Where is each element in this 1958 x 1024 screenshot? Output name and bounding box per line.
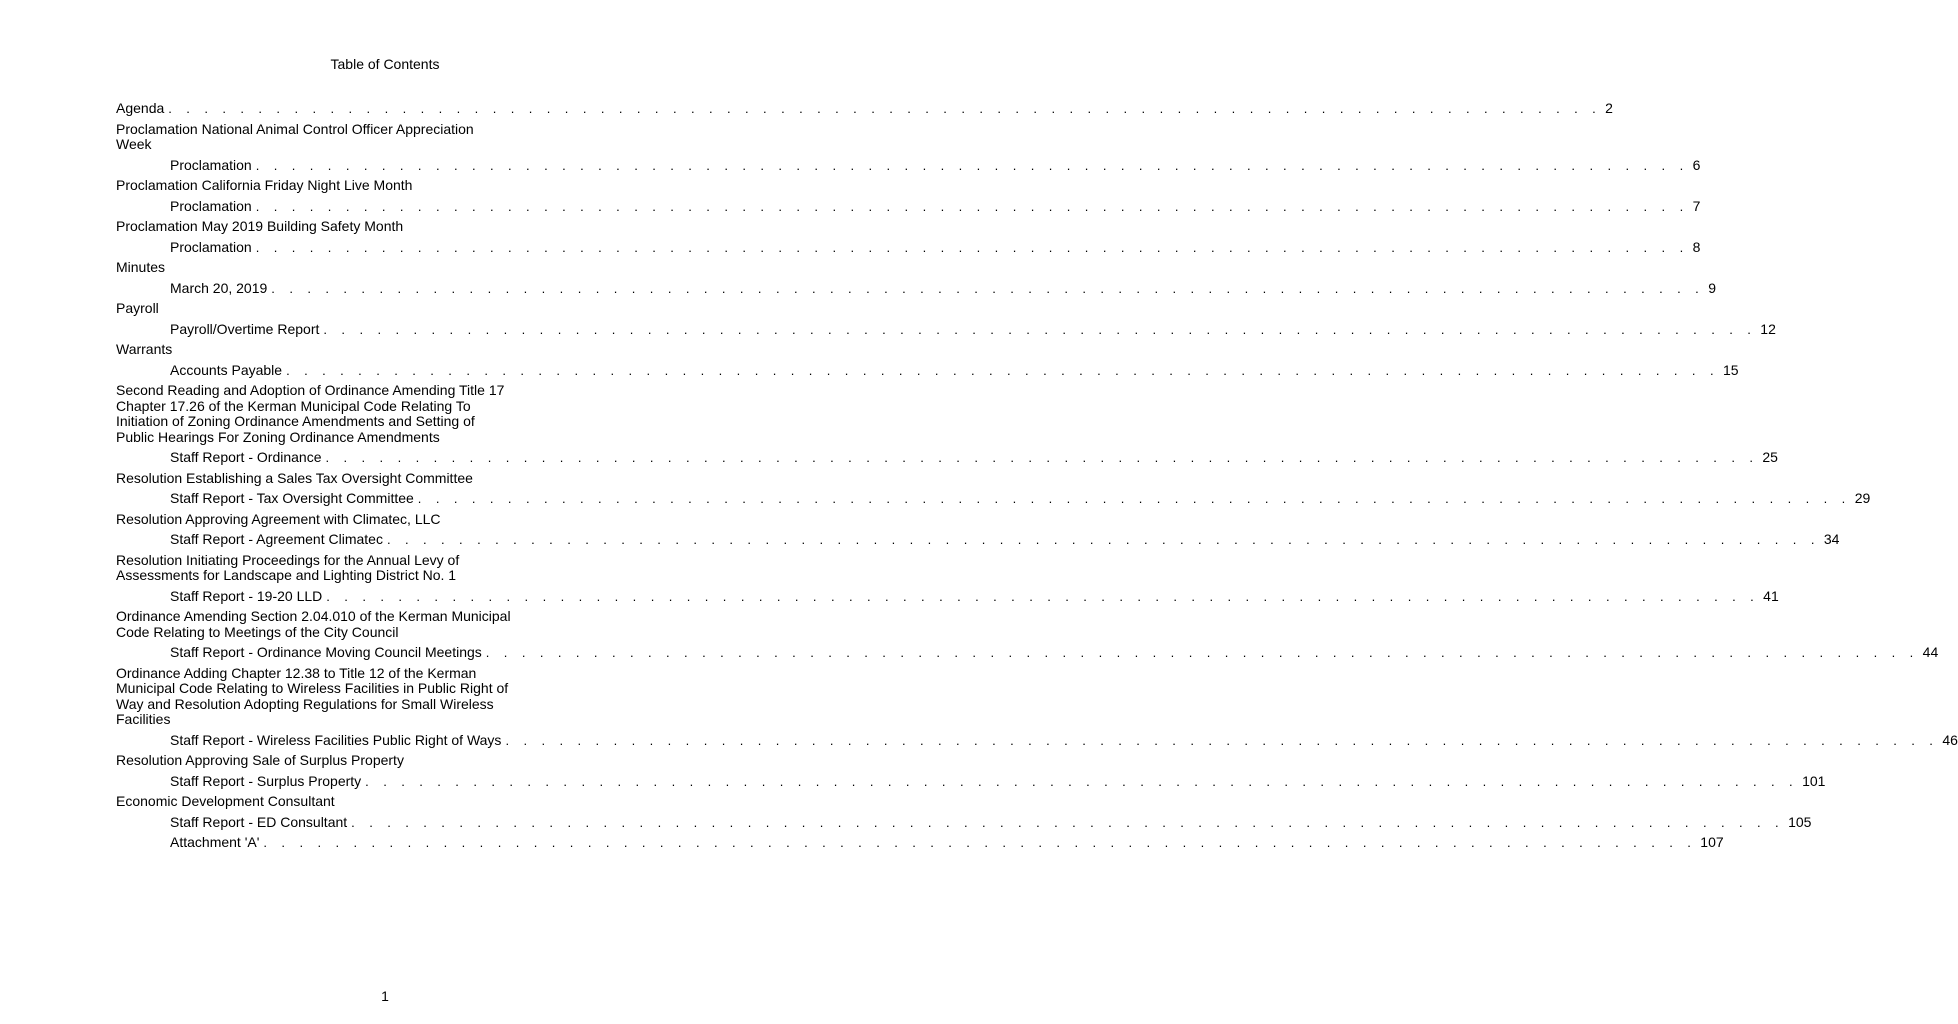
toc-section-heading: Resolution Initiating Proceedings for the Annual Levy of Assessments for Landscape and Lighting District No. 1 xyxy=(116,551,460,583)
dot-leader: . . . . . . . . . . . . . . . . . . . . . . . . . . . . . . . . . . . . . . . . . . . . . . . . . . . . . . . . . . . . . . . . . . . . . . . . . . . . . . . . xyxy=(326,588,1760,604)
toc-entry-label: Accounts Payable xyxy=(170,361,283,378)
toc-section-heading: Proclamation California Friday Night Live Month xyxy=(116,177,413,193)
toc-entry-label: Attachment 'A' xyxy=(170,834,260,850)
toc-section-heading: Resolution Establishing a Sales Tax Oversight Committee xyxy=(116,469,473,486)
toc-entry-label: Staff Report - Surplus Property xyxy=(170,772,362,789)
toc-entry-label: Staff Report - 19-20 LLD xyxy=(170,587,323,604)
dot-leader: . . . . . . . . . . . . . . . . . . . . . . . . . . . . . . . . . . . . . . . . . . . . . . . . . . . . . . . . . . . . . . . . . . . . . . . . . . . . . . . . xyxy=(323,321,1757,337)
toc-section-heading: Proclamation National Animal Control Officer Appreciation Week xyxy=(116,120,474,152)
toc-entry-page: 29 xyxy=(1854,490,1871,506)
toc-entry-page: 25 xyxy=(1762,449,1778,465)
toc-entry-label: Proclamation xyxy=(170,156,252,173)
toc-section-heading: Resolution Approving Sale of Surplus Property xyxy=(116,752,404,768)
dot-leader: . . . . . . . . . . . . . . . . . . . . . . . . . . . . . . . . . . . . . . . . . . . . . . . . . . . . . . . . . . . . . . . . . . . . . . . . . . . . . . . . xyxy=(417,491,1851,506)
toc-entry-label: Proclamation xyxy=(170,238,252,255)
toc-entry[interactable] xyxy=(116,490,1871,507)
toc-section-heading: Proclamation May 2019 Building Safety Month xyxy=(116,218,404,234)
toc-entry-label: Staff Report - Tax Oversight Committee xyxy=(170,490,414,506)
toc-entry-page: 41 xyxy=(1763,587,1779,604)
toc-title: Table of Contents xyxy=(330,56,440,72)
toc-entry-page: 34 xyxy=(1823,531,1840,547)
dot-leader: . . . . . . . . . . . . . . . . . . . . . . . . . . . . . . . . . . . . . . . . . . . . . . . . . . . . . . . . . . . . . . . . . . . . . . . . . . . . . . . . xyxy=(263,835,1697,850)
toc-section-heading: Ordinance Adding Chapter 12.38 to Title 12 of the Kerman Municipal Code Relating to Wireless Facilities in Public Right of Way and Resolution Adopting Regulations for Small Wireless Facilities xyxy=(116,664,509,727)
dot-leader: . . . . . . . . . . . . . . . . . . . . . . . . . . . . . . . . . . . . . . . . . . . . . . . . . . . . . . . . . . . . . . . . . . . . . . . . . . . . . . . . xyxy=(255,198,1689,214)
dot-leader: . . . . . . . . . . . . . . . . . . . . . . . . . . . . . . . . . . . . . . . . . . . . . . . . . . . . . . . . . . . . . . . . . . . . . . . . . . . . . . . . xyxy=(255,239,1689,255)
dot-leader: . . . . . . . . . . . . . . . . . . . . . . . . . . . . . . . . . . . . . . . . . . . . . . . . . . . . . . . . . . . . . . . . . . . . . . . . . . . . . . . . xyxy=(485,645,1919,660)
dot-leader: . . . . . . . . . . . . . . . . . . . . . . . . . . . . . . . . . . . . . . . . . . . . . . . . . . . . . . . . . . . . . . . . . . . . . . . . . . . . . . . . xyxy=(365,773,1799,789)
toc-entry-page: 44 xyxy=(1922,644,1939,660)
toc-entry-label: March 20, 2019 xyxy=(170,279,268,296)
toc-entry-page: 46 xyxy=(1942,731,1958,748)
dot-leader: . . . . . . . . . . . . . . . . . . . . . . . . . . . . . . . . . . . . . . . . . . . . . . . . . . . . . . . . . . . . . . . . . . . . . . . . . . . . . . . . xyxy=(386,532,1820,547)
toc-entry-label: Payroll/Overtime Report xyxy=(170,320,320,337)
toc-entry-label: Agenda xyxy=(116,100,165,116)
toc-entry[interactable] xyxy=(116,156,1701,174)
toc-entry[interactable] xyxy=(116,197,1701,215)
table-of-contents xyxy=(116,96,1958,851)
toc-section-heading: Resolution Approving Agreement with Climatec, LLC xyxy=(116,510,441,527)
toc-entry-page: 101 xyxy=(1802,772,1826,789)
toc-entry[interactable] xyxy=(116,813,1812,831)
toc-section-heading: Second Reading and Adoption of Ordinance Amending Title 17 Chapter 17.26 of the Kerman Municipal Code Relating To Initiation of Zoning Ordinance Amendments and Setting of Public Hearings For Zoning Ordinance Amendments xyxy=(116,382,505,445)
dot-leader: . . . . . . . . . . . . . . . . . . . . . . . . . . . . . . . . . . . . . . . . . . . . . . . . . . . . . . . . . . . . . . . . . . . . . . . . . . . . . . . . xyxy=(255,157,1689,173)
toc-section-heading: Warrants xyxy=(116,341,173,357)
toc-entry[interactable] xyxy=(116,238,1701,256)
dot-leader: . . . . . . . . . . . . . . . . . . . . . . . . . . . . . . . . . . . . . . . . . . . . . . . . . . . . . . . . . . . . . . . . . . . . . . . . . . . . . . . . xyxy=(325,450,1759,465)
toc-entry-label: Proclamation xyxy=(170,197,252,214)
toc-section-heading: Economic Development Consultant xyxy=(116,793,335,809)
toc-section-heading: Payroll xyxy=(116,300,159,316)
dot-leader: . . . . . . . . . . . . . . . . . . . . . . . . . . . . . . . . . . . . . . . . . . . . . . . . . . . . . . . . . . . . . . . . . . . . . . . . . . . . . . . . xyxy=(351,814,1785,830)
page-number: 1 xyxy=(381,988,389,1004)
toc-entry[interactable] xyxy=(116,644,1939,661)
toc-entry-page: 107 xyxy=(1700,834,1724,850)
dot-leader: . . . . . . . . . . . . . . . . . . . . . . . . . . . . . . . . . . . . . . . . . . . . . . . . . . . . . . . . . . . . . . . . . . . . . . . . . . . . . . . . xyxy=(168,101,1602,116)
dot-leader: . . . . . . . . . . . . . . . . . . . . . . . . . . . . . . . . . . . . . . . . . . . . . . . . . . . . . . . . . . . . . . . . . . . . . . . . . . . . . . . . xyxy=(286,362,1719,378)
toc-entry-page: 12 xyxy=(1760,320,1776,337)
toc-entry[interactable] xyxy=(116,587,1779,605)
toc-section-heading: Minutes xyxy=(116,259,166,275)
toc-entry-page: 6 xyxy=(1692,156,1701,173)
toc-entry[interactable] xyxy=(116,772,1826,790)
toc-entry-label: Staff Report - Ordinance Moving Council Meetings xyxy=(170,644,482,660)
toc-entry[interactable] xyxy=(116,361,1739,379)
toc-entry-page: 15 xyxy=(1722,361,1739,378)
toc-entry-page: 105 xyxy=(1788,813,1812,830)
toc-section-heading: Ordinance Amending Section 2.04.010 of the Kerman Municipal Code Relating to Meetings of the City Council xyxy=(116,608,511,640)
toc-entry[interactable] xyxy=(116,531,1840,548)
toc-entry[interactable] xyxy=(116,100,1613,117)
toc-entry-label: Staff Report - Wireless Facilities Public Right of Ways xyxy=(170,731,502,748)
toc-entry[interactable] xyxy=(116,834,1724,851)
toc-entry-page: 7 xyxy=(1692,197,1701,214)
toc-entry-label: Staff Report - ED Consultant xyxy=(170,813,348,830)
toc-entry-label: Staff Report - Agreement Climatec xyxy=(170,531,383,547)
toc-entry[interactable] xyxy=(116,449,1778,466)
toc-entry[interactable] xyxy=(116,731,1958,749)
toc-entry[interactable] xyxy=(116,279,1716,297)
dot-leader: . . . . . . . . . . . . . . . . . . . . . . . . . . . . . . . . . . . . . . . . . . . . . . . . . . . . . . . . . . . . . . . . . . . . . . . . . . . . . . . . xyxy=(271,280,1705,296)
toc-entry-page: 8 xyxy=(1692,238,1701,255)
dot-leader: . . . . . . . . . . . . . . . . . . . . . . . . . . . . . . . . . . . . . . . . . . . . . . . . . . . . . . . . . . . . . . . . . . . . . . . . . . . . . . . . xyxy=(505,732,1939,748)
toc-entry-label: Staff Report - Ordinance xyxy=(170,449,322,465)
toc-entry-page: 9 xyxy=(1708,279,1716,296)
toc-entry[interactable] xyxy=(116,320,1776,338)
toc-entry-page: 2 xyxy=(1605,100,1613,116)
